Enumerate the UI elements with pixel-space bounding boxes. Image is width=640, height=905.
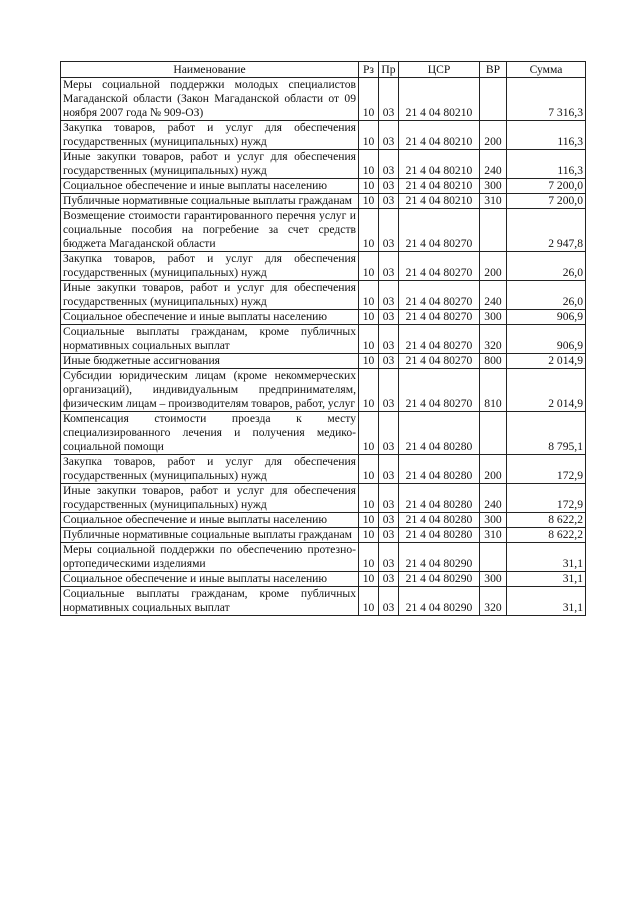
cell-vr: 310 [480,194,507,209]
cell-vr: 240 [480,281,507,310]
cell-csr: 21 4 04 80270 [399,354,480,369]
cell-pr: 03 [379,543,399,572]
cell-csr: 21 4 04 80290 [399,587,480,616]
cell-rz: 10 [359,572,379,587]
cell-pr: 03 [379,310,399,325]
cell-sum: 2 947,8 [507,209,586,252]
cell-csr: 21 4 04 80290 [399,572,480,587]
table-row [61,78,586,121]
cell-rz: 10 [359,310,379,325]
cell-csr: 21 4 04 80280 [399,484,480,513]
cell-pr: 03 [379,179,399,194]
cell-csr: 21 4 04 80270 [399,281,480,310]
cell-name: Публичные нормативные социальные выплаты гражданам [61,528,359,543]
cell-csr: 21 4 04 80210 [399,150,480,179]
table-row [61,412,586,455]
cell-csr: 21 4 04 80280 [399,455,480,484]
cell-vr: 300 [480,179,507,194]
cell-sum: 8 622,2 [507,513,586,528]
table-row [61,354,586,369]
cell-pr: 03 [379,78,399,121]
cell-rz: 10 [359,121,379,150]
cell-pr: 03 [379,528,399,543]
cell-vr: 300 [480,572,507,587]
cell-vr [480,78,507,121]
cell-vr: 240 [480,484,507,513]
cell-rz: 10 [359,543,379,572]
cell-rz: 10 [359,587,379,616]
cell-sum: 7 200,0 [507,194,586,209]
cell-name: Публичные нормативные социальные выплаты гражданам [61,194,359,209]
cell-rz: 10 [359,78,379,121]
table-row [61,572,586,587]
cell-vr: 300 [480,310,507,325]
header-rz: Рз [359,62,379,78]
cell-sum: 2 014,9 [507,369,586,412]
cell-csr: 21 4 04 80290 [399,543,480,572]
cell-name: Иные закупки товаров, работ и услуг для обеспечения государственных (муниципальных) нужд [61,281,359,310]
cell-pr: 03 [379,209,399,252]
cell-vr: 200 [480,121,507,150]
cell-rz: 10 [359,484,379,513]
cell-name: Иные закупки товаров, работ и услуг для обеспечения государственных (муниципальных) нужд [61,150,359,179]
cell-csr: 21 4 04 80210 [399,179,480,194]
cell-pr: 03 [379,325,399,354]
cell-csr: 21 4 04 80280 [399,412,480,455]
table-body [61,78,586,616]
cell-sum: 172,9 [507,484,586,513]
cell-pr: 03 [379,484,399,513]
cell-pr: 03 [379,513,399,528]
cell-name: Меры социальной поддержки молодых специалистов Магаданской области (Закон Магаданской области от 09 ноября 2007 года № 909-ОЗ) [61,78,359,121]
cell-sum: 31,1 [507,543,586,572]
cell-sum: 8 795,1 [507,412,586,455]
cell-pr: 03 [379,281,399,310]
header-csr: ЦСР [399,62,480,78]
cell-name: Социальное обеспечение и иные выплаты населению [61,513,359,528]
budget-table [60,61,586,616]
cell-vr: 240 [480,150,507,179]
cell-name: Иные закупки товаров, работ и услуг для обеспечения государственных (муниципальных) нужд [61,484,359,513]
cell-csr: 21 4 04 80280 [399,513,480,528]
table-row [61,252,586,281]
cell-rz: 10 [359,150,379,179]
cell-vr: 810 [480,369,507,412]
cell-vr: 320 [480,587,507,616]
cell-name: Компенсация стоимости проезда к месту специализированного лечения и получения медико-социальной помощи [61,412,359,455]
cell-name: Закупка товаров, работ и услуг для обеспечения государственных (муниципальных) нужд [61,455,359,484]
cell-name: Социальное обеспечение и иные выплаты населению [61,572,359,587]
cell-name: Меры социальной поддержки по обеспечению протезно-ортопедическими изделиями [61,543,359,572]
cell-vr: 200 [480,252,507,281]
header-vr: ВР [480,62,507,78]
cell-rz: 10 [359,412,379,455]
cell-pr: 03 [379,150,399,179]
table-row [61,484,586,513]
table-row [61,310,586,325]
cell-name: Закупка товаров, работ и услуг для обеспечения государственных (муниципальных) нужд [61,252,359,281]
table-row [61,528,586,543]
cell-sum: 31,1 [507,572,586,587]
cell-pr: 03 [379,455,399,484]
table-row [61,209,586,252]
cell-vr [480,412,507,455]
cell-sum: 172,9 [507,455,586,484]
cell-name: Возмещение стоимости гарантированного перечня услуг и социальные пособия на погребение за счет средств бюджета Магаданской области [61,209,359,252]
cell-sum: 7 316,3 [507,78,586,121]
cell-csr: 21 4 04 80270 [399,252,480,281]
cell-csr: 21 4 04 80270 [399,369,480,412]
cell-rz: 10 [359,513,379,528]
cell-rz: 10 [359,252,379,281]
table-row [61,455,586,484]
table-row [61,281,586,310]
cell-csr: 21 4 04 80210 [399,78,480,121]
cell-pr: 03 [379,572,399,587]
cell-rz: 10 [359,179,379,194]
cell-csr: 21 4 04 80210 [399,194,480,209]
cell-vr [480,209,507,252]
cell-vr: 800 [480,354,507,369]
cell-rz: 10 [359,369,379,412]
cell-name: Социальное обеспечение и иные выплаты населению [61,310,359,325]
table-row [61,513,586,528]
cell-pr: 03 [379,121,399,150]
cell-sum: 7 200,0 [507,179,586,194]
cell-pr: 03 [379,354,399,369]
cell-sum: 116,3 [507,150,586,179]
header-row [61,62,586,78]
cell-rz: 10 [359,325,379,354]
cell-rz: 10 [359,194,379,209]
cell-csr: 21 4 04 80210 [399,121,480,150]
table-row [61,369,586,412]
cell-sum: 31,1 [507,587,586,616]
cell-name: Социальные выплаты гражданам, кроме публичных нормативных социальных выплат [61,587,359,616]
table-row [61,325,586,354]
cell-pr: 03 [379,252,399,281]
cell-csr: 21 4 04 80270 [399,325,480,354]
table-row [61,179,586,194]
table-row [61,587,586,616]
cell-vr: 320 [480,325,507,354]
cell-sum: 26,0 [507,281,586,310]
cell-name: Иные бюджетные ассигнования [61,354,359,369]
cell-sum: 906,9 [507,310,586,325]
table-header [61,62,586,78]
cell-pr: 03 [379,412,399,455]
table-row [61,543,586,572]
cell-rz: 10 [359,354,379,369]
cell-rz: 10 [359,209,379,252]
cell-vr [480,543,507,572]
table-row [61,194,586,209]
cell-sum: 2 014,9 [507,354,586,369]
cell-rz: 10 [359,455,379,484]
cell-csr: 21 4 04 80270 [399,310,480,325]
header-name: Наименование [61,62,359,78]
cell-pr: 03 [379,587,399,616]
cell-sum: 116,3 [507,121,586,150]
cell-name: Социальные выплаты гражданам, кроме публичных нормативных социальных выплат [61,325,359,354]
cell-rz: 10 [359,281,379,310]
cell-vr: 310 [480,528,507,543]
header-sum: Сумма [507,62,586,78]
table-row [61,121,586,150]
cell-name: Закупка товаров, работ и услуг для обеспечения государственных (муниципальных) нужд [61,121,359,150]
cell-csr: 21 4 04 80270 [399,209,480,252]
cell-name: Социальное обеспечение и иные выплаты населению [61,179,359,194]
cell-name: Субсидии юридическим лицам (кроме некоммерческих организаций), индивидуальным предпринимателям, физическим лицам – производителям товаров, работ, услуг [61,369,359,412]
cell-sum: 906,9 [507,325,586,354]
cell-csr: 21 4 04 80280 [399,528,480,543]
cell-sum: 26,0 [507,252,586,281]
cell-pr: 03 [379,369,399,412]
table-row [61,150,586,179]
cell-vr: 200 [480,455,507,484]
cell-sum: 8 622,2 [507,528,586,543]
cell-vr: 300 [480,513,507,528]
cell-pr: 03 [379,194,399,209]
header-pr: Пр [379,62,399,78]
cell-rz: 10 [359,528,379,543]
